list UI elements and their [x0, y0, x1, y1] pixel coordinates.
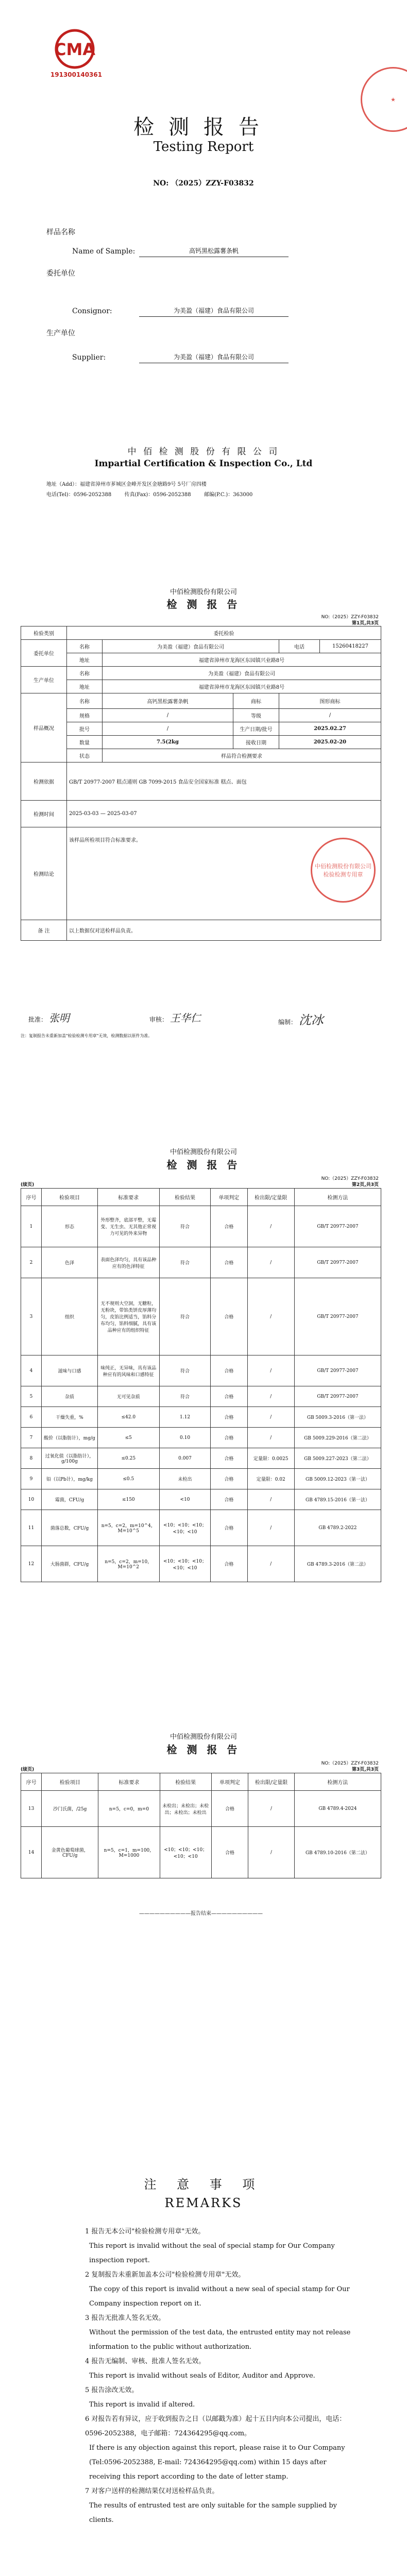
p2-r-batch-label: 批号	[67, 722, 103, 736]
p4-results-table	[21, 1773, 381, 1878]
consignor-cn: 委托单位	[46, 269, 75, 278]
p2-approver-sig: 张明	[48, 1012, 70, 1024]
p3-table-body	[21, 1206, 381, 1582]
p2-reviewer-label: 审核：	[149, 1016, 168, 1023]
table-row	[21, 1278, 381, 1355]
notice-item: 1 报告无本公司"检验检测专用章"无效。	[85, 2228, 205, 2235]
table-cell: 定量限：0.0025	[247, 1448, 294, 1469]
table-cell: 表面色泽均匀，具有该品种应有的色泽特征	[97, 1247, 159, 1278]
p2-title: 检 测 报 告	[166, 598, 241, 611]
report-number-label: NO:	[153, 179, 169, 188]
table-row	[21, 1489, 381, 1510]
table-cell: 无可见杂质	[97, 1386, 159, 1407]
table-row	[21, 1510, 381, 1546]
company-fax: 传真(Fax)：0596-2052388	[124, 492, 191, 498]
table-header-cell: 序号	[21, 1189, 42, 1206]
table-cell: 12	[21, 1546, 42, 1582]
supplier-cn: 生产单位	[46, 329, 75, 337]
p2-addr-label: 地址	[67, 653, 103, 667]
table-cell: 大肠菌群，CFU/g	[42, 1546, 98, 1582]
table-cell: /	[247, 1206, 294, 1247]
table-cell: 6	[21, 1407, 42, 1428]
p4-header-row	[21, 1773, 381, 1791]
notice-item: This report is invalid without the seal of special stamp for Our Company inspection report.	[89, 2242, 335, 2264]
table-header-cell: 检出限/定量限	[248, 1773, 295, 1791]
table-cell: 过氧化值（以脂肪计），g/100g	[42, 1448, 98, 1469]
table-row	[21, 1791, 381, 1827]
p2-addr1: 福建省漳州市龙海区东园镇兴业路8号	[103, 653, 381, 667]
table-cell: 符合	[159, 1355, 211, 1386]
p2-editor	[278, 1010, 324, 1028]
supplier-value: 为美盈（福建）食品有限公司	[139, 351, 289, 363]
table-cell: 干燥失重，%	[42, 1407, 98, 1428]
p3-header-row	[21, 1189, 381, 1206]
table-cell: /	[247, 1510, 294, 1546]
company-contact	[46, 490, 366, 500]
notice-list	[85, 2225, 353, 2528]
p2-conclusion-label: 检测结论	[21, 827, 67, 920]
table-cell: GB 4789.2-2022	[294, 1510, 381, 1546]
p2-name1: 为美盈（福建）食品有限公司	[103, 640, 279, 653]
table-row	[21, 1247, 381, 1278]
table-cell: 3	[21, 1278, 42, 1355]
table-row	[21, 1206, 381, 1247]
p2-time: 2025-03-03 — 2025-03-07	[67, 801, 381, 827]
p2-name-label: 名称	[67, 640, 103, 653]
table-row	[21, 1355, 381, 1386]
p2-r-name: 高钙黑松露薯条帆	[103, 693, 233, 709]
p4-table-wrap	[21, 1773, 381, 1878]
company-address: 地址（Add）：福建省漳州市芗城区金峰开发区金塘路9号 5号厂房四楼	[46, 482, 207, 487]
table-cell: GB 5009.3-2016（第一法）	[294, 1407, 381, 1428]
table-cell: /	[247, 1247, 294, 1278]
table-cell: 菌落总数，CFU/g	[42, 1510, 98, 1546]
table-cell: 1.12	[159, 1407, 211, 1428]
table-cell: /	[247, 1278, 294, 1355]
table-cell: 8	[21, 1448, 42, 1469]
table-cell: GB 5009.229-2016（第二法）	[294, 1428, 381, 1448]
p2-seal: 中佰检测股份有限公司 检验检测专用章	[311, 838, 376, 903]
table-cell: 合格	[211, 1546, 247, 1582]
p2-conclusion-cell	[67, 827, 381, 920]
p2-r-qty-label: 数量	[67, 736, 103, 749]
consignor-value: 为美盈（福建）食品有限公司	[139, 305, 289, 317]
p2-r-date-label: 生产日期/批号	[233, 722, 279, 736]
table-cell: /	[247, 1407, 294, 1428]
table-cell: /	[247, 1428, 294, 1448]
table-cell: 霉菌，CFU/g	[42, 1489, 98, 1510]
table-cell: GB 4789.3-2016（第二法）	[294, 1546, 381, 1582]
p2-r-model: /	[103, 709, 233, 722]
table-header-cell: 检出限/定量限	[247, 1189, 294, 1206]
p2-info-table	[21, 626, 381, 941]
p4-table-label: (续页)	[21, 1767, 35, 1772]
p4-end-text: ——————————报告结束——————————	[139, 1911, 263, 1917]
p3-table-label: (续页)	[21, 1182, 35, 1188]
p2-r-model-label: 规格	[67, 709, 103, 722]
table-header-cell: 检验结果	[159, 1189, 211, 1206]
table-header-cell: 序号	[21, 1773, 42, 1791]
p2-name2: 为美盈（福建）食品有限公司	[103, 667, 381, 680]
table-cell: 9	[21, 1469, 42, 1489]
table-cell: ≤0.5	[97, 1469, 159, 1489]
company-name-en: Impartial Certification & Inspection Co., Ltd	[94, 459, 313, 469]
p2-r-trademark-label: 商标	[233, 693, 279, 709]
table-header-cell: 检测方法	[294, 1189, 381, 1206]
table-row	[21, 1386, 381, 1407]
supplier-en: Supplier:	[72, 353, 106, 362]
notice-item: 3 报告无批准人签名无效。	[85, 2314, 165, 2322]
table-cell: 符合	[159, 1386, 211, 1407]
table-cell: 合格	[211, 1791, 248, 1827]
p2-r-qty: 7.5(2kg	[103, 736, 233, 749]
notice-title-cn: 注 意 事 项	[144, 2177, 263, 2192]
p3-title: 检 测 报 告	[166, 1159, 241, 1171]
table-cell: 7	[21, 1428, 42, 1448]
notice-item: This report is invalid without seals of Editor, Auditor and Approve.	[89, 2372, 315, 2380]
p2-supplier-label: 生产单位	[21, 667, 67, 693]
table-cell: GB 4789.15-2016（第一法）	[294, 1489, 381, 1510]
table-cell: 合格	[211, 1469, 247, 1489]
notice-title-en: REMARKS	[164, 2196, 243, 2210]
notice-item: 4 报告无编制、审核、批准人签名无效。	[85, 2358, 206, 2365]
table-cell: n=5，c=2，m=10^4，M=10^5	[97, 1510, 159, 1546]
table-cell: 未检出	[159, 1469, 211, 1489]
consignor-en: Consignor:	[72, 307, 112, 315]
p2-reviewer-sig: 王华仁	[169, 1012, 201, 1024]
notice-item: Without the permission of the test data, the entrusted entity may not release information to the public without authorization.	[89, 2329, 351, 2351]
p4-table-body	[21, 1791, 381, 1878]
table-header-cell: 检验项目	[42, 1189, 98, 1206]
p2-r-name-label: 名称	[67, 693, 103, 709]
notice-item: The results of entrusted test are only suitable for the sample supplied by clients.	[89, 2502, 337, 2524]
table-cell: 2	[21, 1247, 42, 1278]
p2-tel-label: 电话	[279, 640, 320, 653]
p3-report-no: NO:（2025）ZZY-F03832	[321, 1176, 379, 1181]
table-cell: ≤42.0	[97, 1407, 159, 1428]
table-cell: 杂质	[42, 1386, 98, 1407]
table-cell: GB/T 20977-2007	[294, 1386, 381, 1407]
table-cell: 符合	[159, 1206, 211, 1247]
table-header-cell: 检测方法	[294, 1773, 381, 1791]
table-cell: 10	[21, 1489, 42, 1510]
p2-name-label2: 名称	[67, 667, 103, 680]
p2-editor-label: 编制：	[278, 1019, 297, 1026]
p2-cat-label: 检验类别	[21, 626, 67, 640]
notice-item: 2 复制报告未重新加盖本公司"检验检测专用章"无效。	[85, 2271, 245, 2279]
p2-basis: GB/T 20977-2007 糕点通则 GB 7099-2015 食品安全国家标准 糕点、面包	[67, 762, 381, 801]
p2-consignor-label: 委托单位	[21, 640, 67, 667]
table-cell: 合格	[211, 1428, 247, 1448]
p4-page: 第3页,共3页	[352, 1767, 379, 1772]
table-cell: ≤150	[97, 1489, 159, 1510]
table-header-cell: 单项判定	[211, 1773, 248, 1791]
table-cell: 5	[21, 1386, 42, 1407]
table-cell: n=5，c=2，m=10，M=10^2	[97, 1546, 159, 1582]
notice-item: 5 报告涂改无效。	[85, 2386, 139, 2394]
p3-company: 中佰检测股份有限公司	[169, 1148, 237, 1156]
company-name-cn: 中 佰 检 测 股 份 有 限 公 司	[127, 447, 280, 457]
p2-time-label: 检测时间	[21, 801, 67, 827]
p2-report-no: NO:（2025）ZZY-F03832	[321, 615, 379, 620]
table-cell: ≤5	[97, 1428, 159, 1448]
p2-r-state-label: 状态	[67, 749, 103, 762]
company-postcode: 邮编(P.C.)：363000	[204, 492, 253, 498]
p4-company: 中佰检测股份有限公司	[169, 1733, 237, 1741]
table-row	[21, 1469, 381, 1489]
p3-table-wrap	[21, 1188, 381, 1582]
table-row	[21, 1546, 381, 1582]
table-cell: GB 4789.4-2024	[294, 1791, 381, 1827]
table-cell: 合格	[211, 1407, 247, 1428]
sample-name-en: Name of Sample:	[72, 247, 135, 256]
table-header-cell: 标准要求	[98, 1773, 160, 1791]
table-cell: 符合	[159, 1278, 211, 1355]
table-cell: <10	[159, 1489, 211, 1510]
table-cell: 味纯正，无异味，具有该品种应有的风味和口感特征	[97, 1355, 159, 1386]
table-cell: 组织	[42, 1278, 98, 1355]
table-cell: GB/T 20977-2007	[294, 1206, 381, 1247]
table-row	[21, 1428, 381, 1448]
table-cell: ≤0.25	[97, 1448, 159, 1469]
report-number-value: （2025）ZZY-F03832	[171, 179, 254, 188]
seal-stamp-edge: ★	[361, 67, 402, 129]
table-header-cell: 单项判定	[211, 1189, 247, 1206]
p2-approver-label: 批准：	[28, 1016, 47, 1023]
table-cell: 沙门氏菌，/25g	[42, 1791, 98, 1827]
p2-r-state: 样品符合检测要求	[103, 749, 381, 762]
table-cell: 合格	[211, 1355, 247, 1386]
p2-r-grade-label: 等级	[233, 709, 279, 722]
table-header-cell: 检验项目	[42, 1773, 98, 1791]
table-cell: 0.10	[159, 1428, 211, 1448]
cma-number: 191300140361	[50, 71, 103, 78]
table-cell: 铅（以Pb计），mg/kg	[42, 1469, 98, 1489]
table-cell: n=5，c=1，m=100，M=1000	[98, 1827, 160, 1878]
table-cell: 合格	[211, 1510, 247, 1546]
table-cell: 合格	[211, 1827, 248, 1878]
table-cell: <10；<10；<10；<10；<10	[160, 1827, 211, 1878]
table-cell: <10；<10；<10；<10；<10	[159, 1546, 211, 1582]
p3-results-table	[21, 1188, 381, 1582]
p2-conclusion: 该样品所检项目符合标准要求。	[69, 838, 141, 843]
p4-report-no: NO:（2025）ZZY-F03832	[321, 1761, 379, 1766]
cma-mark-text: CMA	[54, 40, 96, 59]
notice-item: 7 对客户送样的检测结果仅对送检样品负责。	[85, 2487, 219, 2495]
table-cell: n=5，c=0，m=0	[98, 1791, 160, 1827]
p2-tel1: 15260418227	[320, 640, 381, 653]
table-cell: /	[247, 1489, 294, 1510]
p2-reviewer	[149, 1010, 201, 1025]
p2-remark-label: 备 注	[21, 920, 67, 941]
table-row	[21, 1407, 381, 1428]
p2-r-trademark: 图形商标	[279, 693, 381, 709]
table-row	[21, 1827, 381, 1878]
table-cell: <10；<10；<10；<10；<10	[159, 1510, 211, 1546]
table-cell: GB 4789.10-2016（第二法）	[294, 1827, 381, 1878]
p2-basis-label: 检测依据	[21, 762, 67, 801]
table-cell: /	[248, 1827, 295, 1878]
p2-addr-label2: 地址	[67, 680, 103, 693]
table-cell: 14	[21, 1827, 42, 1878]
table-cell: 合格	[211, 1206, 247, 1247]
table-cell: /	[247, 1355, 294, 1386]
table-cell: GB/T 20977-2007	[294, 1247, 381, 1278]
sample-name-cn: 样品名称	[46, 228, 75, 236]
report-title-en: Testing Report	[153, 139, 254, 155]
table-cell: 合格	[211, 1278, 247, 1355]
table-cell: 11	[21, 1510, 42, 1546]
table-cell: 合格	[211, 1448, 247, 1469]
company-tel: 电话(Tel)：0596-2052388	[46, 492, 112, 498]
table-cell: /	[247, 1546, 294, 1582]
table-cell: /	[247, 1386, 294, 1407]
table-cell: 合格	[211, 1489, 247, 1510]
table-cell: /	[248, 1791, 295, 1827]
p2-sample-info-label: 样品概况	[21, 693, 67, 762]
p2-page: 第1页,共3页	[352, 621, 379, 626]
p3-page: 第2页,共3页	[352, 1182, 379, 1188]
notice-item: If there is any objection against this report, please raise it to Our Company (Tel:0596-2052388, E-mail: 724364295@qq.com) within 15 days after receiving this report according to the date of letter stamp.	[89, 2444, 345, 2481]
table-cell: 外形整齐，底部平整，无霉变、无生虫、无其他正常视力可见的外来异物	[97, 1206, 159, 1247]
table-cell: GB/T 20977-2007	[294, 1278, 381, 1355]
table-cell: 13	[21, 1791, 42, 1827]
notice-item: This report is invalid if altered.	[89, 2401, 195, 2409]
table-cell: 0.007	[159, 1448, 211, 1469]
notice-item: 6 对报告若有异议，应于收到报告之日（以邮戳为准）起十五日内向本公司提出，电话：0596-2052388，电子邮箱：724364295@qq.com。	[85, 2415, 346, 2437]
table-row	[21, 1448, 381, 1469]
p2-company: 中佰检测股份有限公司	[169, 588, 237, 596]
p4-title: 检 测 报 告	[166, 1743, 241, 1756]
table-header-cell: 标准要求	[97, 1189, 159, 1206]
table-cell: 金黄色葡萄球菌，CFU/g	[42, 1827, 98, 1878]
p2-r-recv-label: 接收日期	[233, 736, 279, 749]
table-cell: 合格	[211, 1247, 247, 1278]
p2-remark: 以上数据仅对送检样品负责。	[67, 920, 381, 941]
table-cell: 1	[21, 1206, 42, 1247]
p2-r-batch: /	[103, 722, 233, 736]
p2-addr2: 福建省漳州市龙海区东园镇兴业路8号	[103, 680, 381, 693]
table-cell: GB 5009.12-2023（第一法）	[294, 1469, 381, 1489]
p2-r-grade: /	[279, 709, 381, 722]
table-cell: GB/T 20977-2007	[294, 1355, 381, 1386]
table-header-cell: 检验结果	[160, 1773, 211, 1791]
table-cell: GB 5009.227-2023（第二法）	[294, 1448, 381, 1469]
p2-footer-note: 注：复制报告未重新加盖"检验检测专用章"无效，检测数据以原件为准。	[21, 1033, 152, 1038]
table-cell: 色泽	[42, 1247, 98, 1278]
table-cell: 无不规则大空洞，无糖粒，无粉块，带馅类饼皮厚薄均匀，皮馅比例适当，馅料分布均匀，馅料细腻，具有该品种应有的组织特征	[97, 1278, 159, 1355]
p2-r-date: 2025.02.27	[279, 722, 381, 736]
table-cell: 4	[21, 1355, 42, 1386]
p2-approver	[28, 1010, 70, 1025]
p2-table-wrap	[21, 626, 381, 941]
report-title-cn: 检测报告	[133, 115, 274, 139]
notice-item: The copy of this report is invalid without a new seal of special stamp for Our Company inspection report on it.	[89, 2285, 350, 2308]
sample-name-value: 高钙黑松露薯条帆	[139, 245, 289, 257]
table-cell: 合格	[211, 1386, 247, 1407]
p2-r-recv: 2025.02-20	[279, 736, 381, 749]
report-number	[0, 178, 407, 188]
p2-editor-sig: 沈冰	[298, 1013, 324, 1027]
table-cell: 滋味与口感	[42, 1355, 98, 1386]
table-cell: 符合	[159, 1247, 211, 1278]
table-cell: 酸价（以脂肪计），mg/g	[42, 1428, 98, 1448]
p2-cat-value: 委托检验	[67, 626, 381, 640]
table-cell: 未检出；未检出；未检出；未检出；未检出	[160, 1791, 211, 1827]
table-cell: 形态	[42, 1206, 98, 1247]
table-cell: 定量限：0.02	[247, 1469, 294, 1489]
